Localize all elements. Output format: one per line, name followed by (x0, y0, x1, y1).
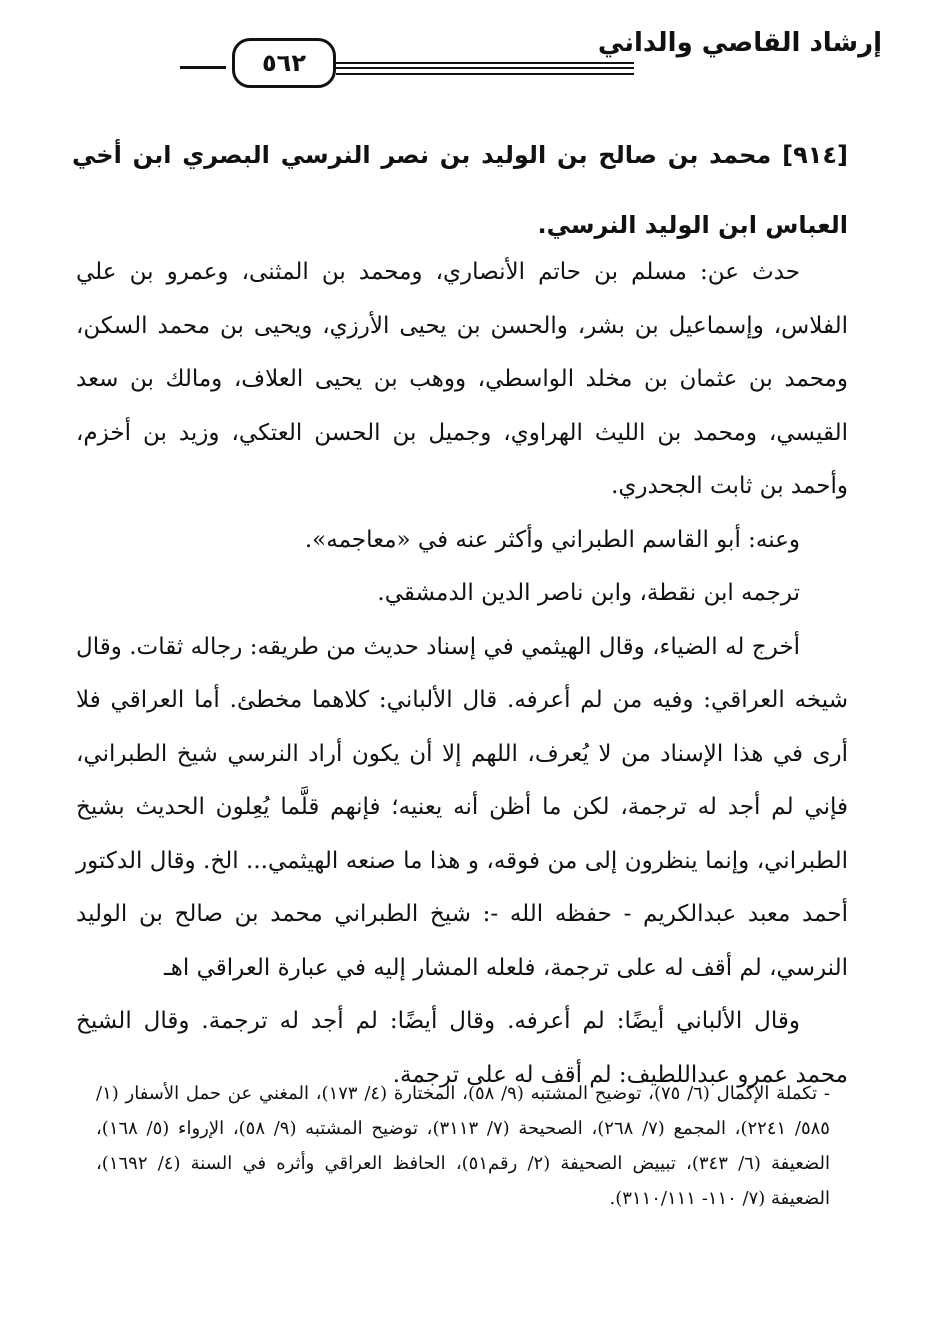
sources-footnote: - تكملة الإكمال (٦/ ٧٥)، توضيح المشتبه (٩/ ٥٨)، المختارة (٤/ ١٧٣)، المغني عن حمل الأسفار (١/ ٥٨٥/ ٢٢٤١)، المجمع (٧/ ٢٦٨)، الصحيحة (٧/ ٣١١٣)، توضيح المشتبه (٩/ ٥٨)، الإرواء (٥/ ١٦٨)، الضعيفة (٦/ ٣٤٣)، تبييض الصحيفة (٢/ رقم٥١)، الحافظ العراقي وأثره في السنة (٤/ ١٦٩٢)، الضعيفة (٧/ ١١٠- ٣١١٠/١١١). (96, 1083, 830, 1209)
header-rule (336, 73, 634, 75)
biographers-paragraph: ترجمه ابن نقطة، وابن ناصر الدين الدمشقي. (377, 580, 800, 606)
header-rule (336, 67, 634, 69)
albani-paragraph: وقال الألباني أيضًا: لم أعرفه. وقال أيضًا: لم أجد له ترجمة. وقال الشيخ محمد عمرو عبداللطيف: لم أقف له على ترجمة. (76, 1008, 848, 1088)
narrated-from-paragraph: حدث عن: مسلم بن حاتم الأنصاري، ومحمد بن المثنى، وعمرو بن علي الفلاس، وإسماعيل بن بشر، والحسن بن يحيى الأرزي، ويحيى بن محمد السكن، ومحمد بن عثمان بن مخلد الواسطي، ووهب بن يحيى العلاف، ومالك بن سعد القيسي، ومحمد بن الليث الهراوي، وجميل بن الحسن العتكي، وزيد بن أخزم، وأحمد بن ثابت الجحدري. (76, 259, 848, 499)
header-rule (336, 62, 634, 64)
entry-heading: [٩١٤] محمد بن صالح بن الوليد بن نصر النرسي البصري ابن أخي العباس ابن الوليد النرسي. (72, 141, 848, 239)
entry-body (76, 246, 848, 1102)
running-title: إرشاد القاصي والداني (597, 28, 882, 58)
header-rule-short (180, 66, 226, 69)
grading-paragraph: أخرج له الضياء، وقال الهيثمي في إسناد حديث من طريقه: رجاله ثقات. وقال شيخه العراقي: وفيه من لم أعرفه. قال الألباني: كلاهما مخطئ. أما العراقي فلا أرى في هذا الإسناد من لا يُعرف، اللهم إلا أن يكون أراد النرسي شيخ الطبراني، فإني لم أجد له ترجمة، لكن ما أظن أنه يعنيه؛ فإنهم قلَّما يُعِلون الحديث بشيخ الطبراني، وإنما ينظرون إلى من فوقه، و هذا ما صنعه الهيثمي... الخ. وقال الدكتور أحمد معبد عبدالكريم - حفظه الله -: شيخ الطبراني محمد بن صالح بن الوليد النرسي، لم أقف له على ترجمة، فلعله المشار إليه في عبارة العراقي اهـ (76, 633, 848, 981)
narrators-from-him-paragraph: وعنه: أبو القاسم الطبراني وأكثر عنه في «معاجمه». (304, 526, 800, 553)
page-header (60, 22, 882, 82)
page-number: ٥٦٢ (232, 38, 336, 88)
